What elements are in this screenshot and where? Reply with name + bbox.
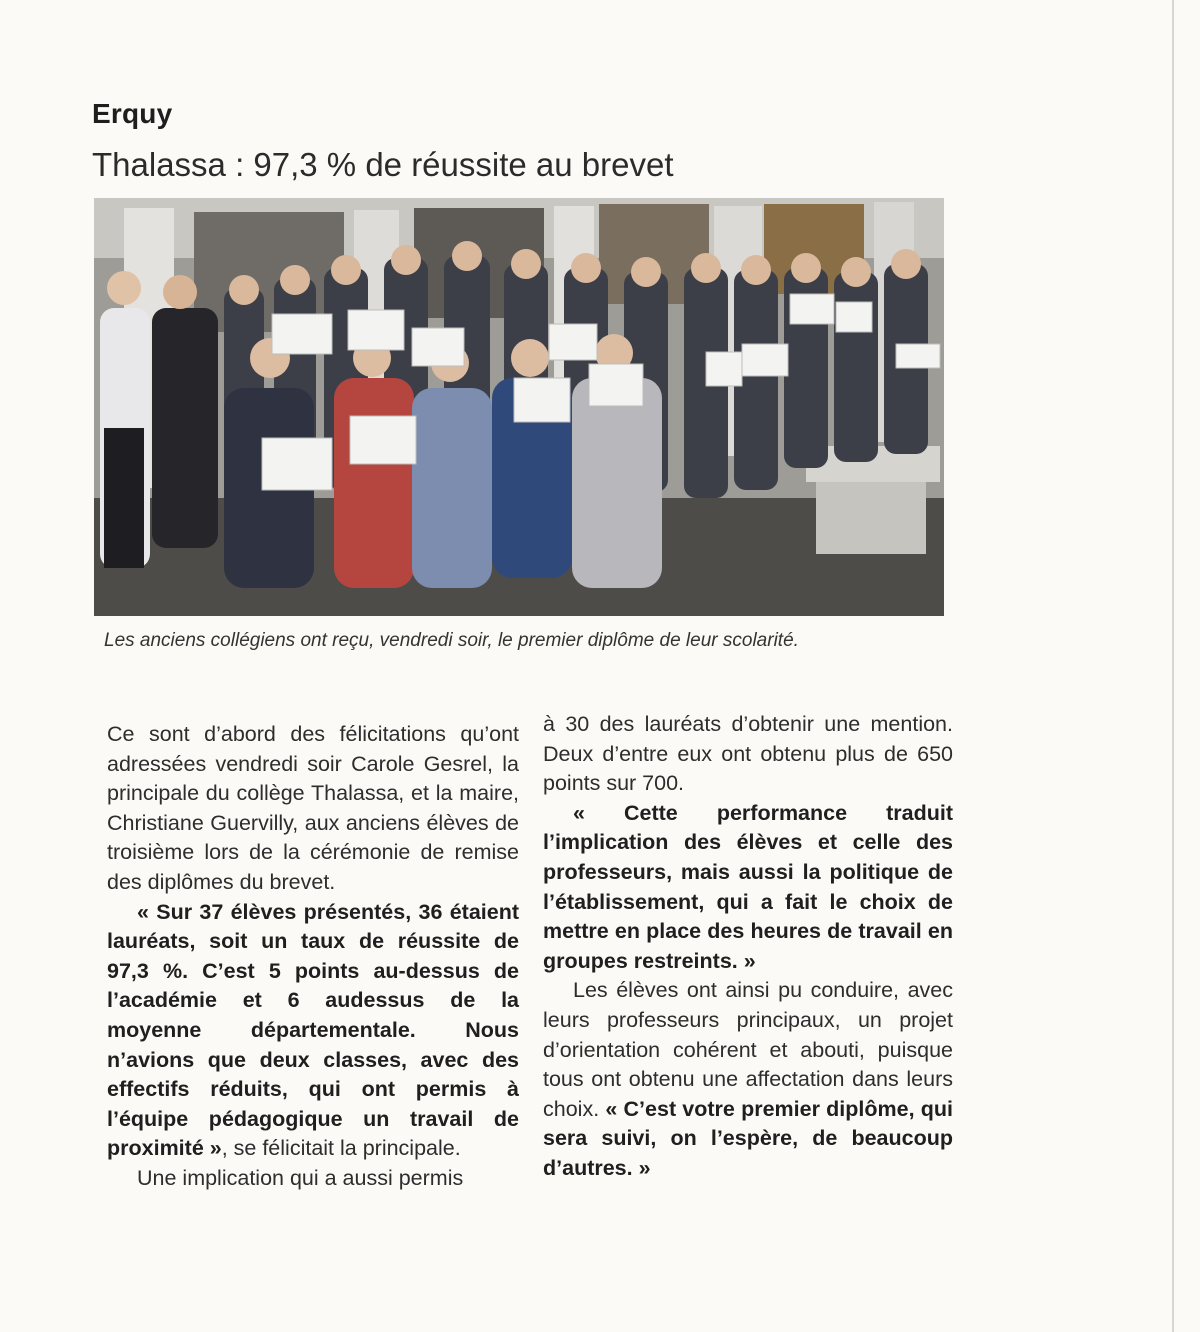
article-photo [94, 198, 944, 616]
quote-first-diploma: « C’est votre premier diplôme, qui sera suivi, on l’espère, de beaucoup d’autres. » [543, 1096, 953, 1180]
quote-principal: « Sur 37 élèves présentés, 36 étaient lauréats, soit un taux de réussite de 97,3 %. C’est 5 points au-dessus de l’académie et 6 audessus de la moyenne départementale. Nous n’avions que deux classes, avec des effectifs réduits, qui ont permis à l’équipe pédagogique un travail de proximité » [107, 899, 519, 1161]
paragraph-quote-performance [543, 799, 953, 977]
article-column-left [107, 720, 519, 1194]
paragraph-orientation [543, 976, 953, 1183]
scan-edge-line [1172, 0, 1174, 1332]
article-headline: Thalassa : 97,3 % de réussite au brevet [92, 146, 674, 183]
group-photo-icon [94, 198, 944, 616]
paragraph-intro: Ce sont d’abord des félicitations qu’ont adressées vendredi soir Carole Gesrel, la principale du collège Thalassa, et la maire, Christiane Guervilly, aux anciens élèves de troisième lors de la cérémonie de remise des diplômes du brevet. [107, 722, 519, 894]
paragraph-implication-cont: à 30 des lauréats d’obtenir une mention. Deux d’entre eux ont obtenu plus de 650 points sur 700. [543, 712, 953, 796]
article-column-right [543, 710, 953, 1184]
paragraph-quote-principal [107, 898, 519, 1164]
quote-performance: « Cette performance traduit l’implication des élèves et celle des professeurs, mais aussi la politique de l’établissement, qui a fait le choix de mettre en place des heures de travail en groupes restreints. » [543, 800, 953, 973]
photo-caption: Les anciens collégiens ont reçu, vendredi soir, le premier diplôme de leur scolarité. [104, 630, 799, 651]
orientation-text: Les élèves ont ainsi pu conduire, avec leurs professeurs principaux, un projet d’orientation cohérent et abouti, puisque tous ont obtenu une affectation dans leurs choix. [543, 978, 953, 1121]
paragraph-implication-start: Une implication qui a aussi permis [137, 1165, 464, 1190]
quote-attribution: , se félicitait la principale. [221, 1136, 461, 1161]
article-kicker: Erquy [92, 98, 173, 129]
